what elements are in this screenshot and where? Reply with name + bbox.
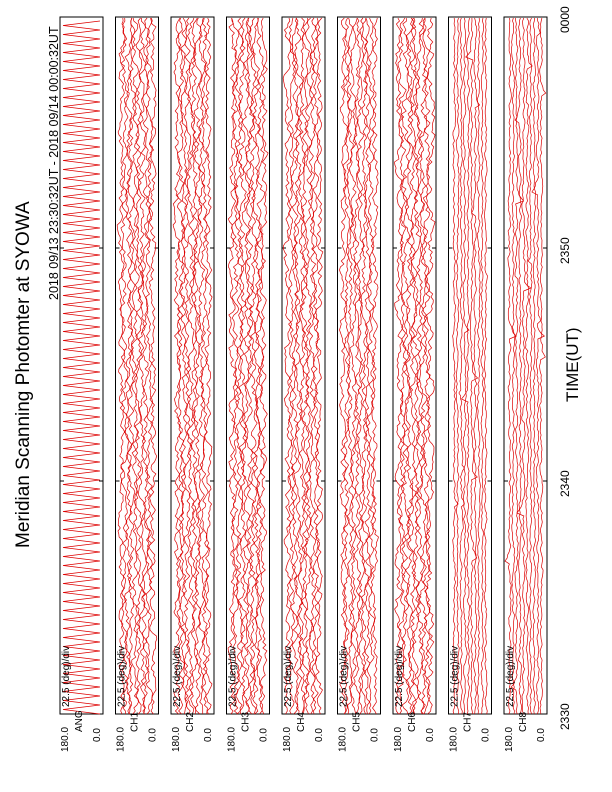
- panel-name: CH4: [296, 711, 307, 732]
- panel-ymin-label: 0.0: [314, 728, 325, 742]
- panel-scale-label: 22.5 (deg)/div: [116, 645, 128, 707]
- panel-frame: [282, 17, 325, 714]
- x-tick-label: 2340: [558, 470, 572, 497]
- panel-name: CH6: [407, 711, 418, 732]
- panel-ymax-label: 180.0: [115, 726, 127, 752]
- panel-name: ANG: [74, 710, 85, 732]
- panel-ymin-label: 0.0: [203, 728, 214, 742]
- panel-ymin-label: 0.0: [425, 728, 436, 742]
- panel-name: CH8: [518, 711, 529, 732]
- panel-scale-label: 22.5 (deg)/div: [394, 645, 405, 707]
- panel-scale-label: 22.5 (deg)/div: [505, 645, 516, 707]
- x-axis-label: TIME(UT): [563, 327, 582, 402]
- trace-line: [401, 18, 410, 714]
- trace-line: [121, 18, 130, 714]
- trace-line: [205, 18, 213, 714]
- panel-ymax-label: 180.0: [226, 726, 238, 752]
- panel-ymin-label: 0.0: [92, 728, 103, 742]
- panel-ymin-label: 0.0: [536, 728, 547, 742]
- panel-name: CH2: [185, 711, 196, 732]
- trace-line: [371, 18, 378, 714]
- trace-line: [533, 18, 536, 714]
- panel-name: CH5: [351, 711, 363, 732]
- panel-ymax-label: 180.0: [60, 726, 71, 752]
- trace-line: [308, 18, 316, 714]
- panel-ymax-label: 180.0: [337, 726, 349, 752]
- panel-ymin-label: 0.0: [147, 728, 159, 742]
- x-tick-label: 2350: [558, 237, 572, 264]
- trace-line: [350, 18, 358, 714]
- trace-line: [505, 18, 516, 714]
- panel-scale-label: 22.5 (deg)/div: [338, 645, 350, 707]
- trace-line: [305, 18, 313, 714]
- x-tick-label: 0000: [558, 6, 572, 33]
- panel-scale-label: 22.5 (deg)/div: [172, 645, 183, 707]
- trace-line: [540, 18, 546, 714]
- trace-line: [63, 21, 100, 714]
- panel-name: CH7: [462, 711, 474, 732]
- trace-line: [477, 18, 481, 714]
- panel-scale-label: 22.5 (deg)/div: [227, 645, 239, 707]
- trace-line: [235, 18, 244, 714]
- trace-line: [127, 18, 136, 714]
- trace-line: [398, 18, 407, 714]
- trace-line: [484, 18, 488, 714]
- panel-ymax-label: 180.0: [504, 726, 515, 752]
- trace-line: [456, 18, 459, 714]
- panel-ymax-label: 180.0: [171, 726, 182, 752]
- trace-line: [408, 18, 417, 714]
- panel-ymax-label: 180.0: [393, 726, 404, 752]
- panel-ymax-label: 180.0: [282, 726, 293, 752]
- panel-scale-label: 22.5 (deg)/div: [61, 645, 72, 707]
- panel-ymin-label: 0.0: [480, 728, 492, 742]
- trace-line: [149, 18, 157, 714]
- trace-line: [481, 18, 484, 714]
- chart-title: Meridian Scanning Photomter at SYOWA: [13, 201, 34, 548]
- trace-line: [511, 18, 515, 714]
- panel-ymax-label: 180.0: [448, 726, 460, 752]
- panel-ymin-label: 0.0: [369, 728, 381, 742]
- panel-scale-label: 22.5 (deg)/div: [283, 645, 294, 707]
- x-tick-label: 2330: [558, 703, 572, 730]
- chart-subtitle: 2018 09/13 23:30:32UT - 2018 09/14 00:00:32UT: [47, 26, 61, 300]
- trace-line: [131, 18, 139, 714]
- panel-ymin-label: 0.0: [258, 728, 270, 742]
- panel-scale-label: 22.5 (deg)/div: [449, 645, 461, 707]
- trace-line: [340, 18, 348, 714]
- panel-name: CH3: [240, 711, 252, 732]
- trace-line: [283, 18, 291, 714]
- panel-name: CH1: [129, 711, 141, 732]
